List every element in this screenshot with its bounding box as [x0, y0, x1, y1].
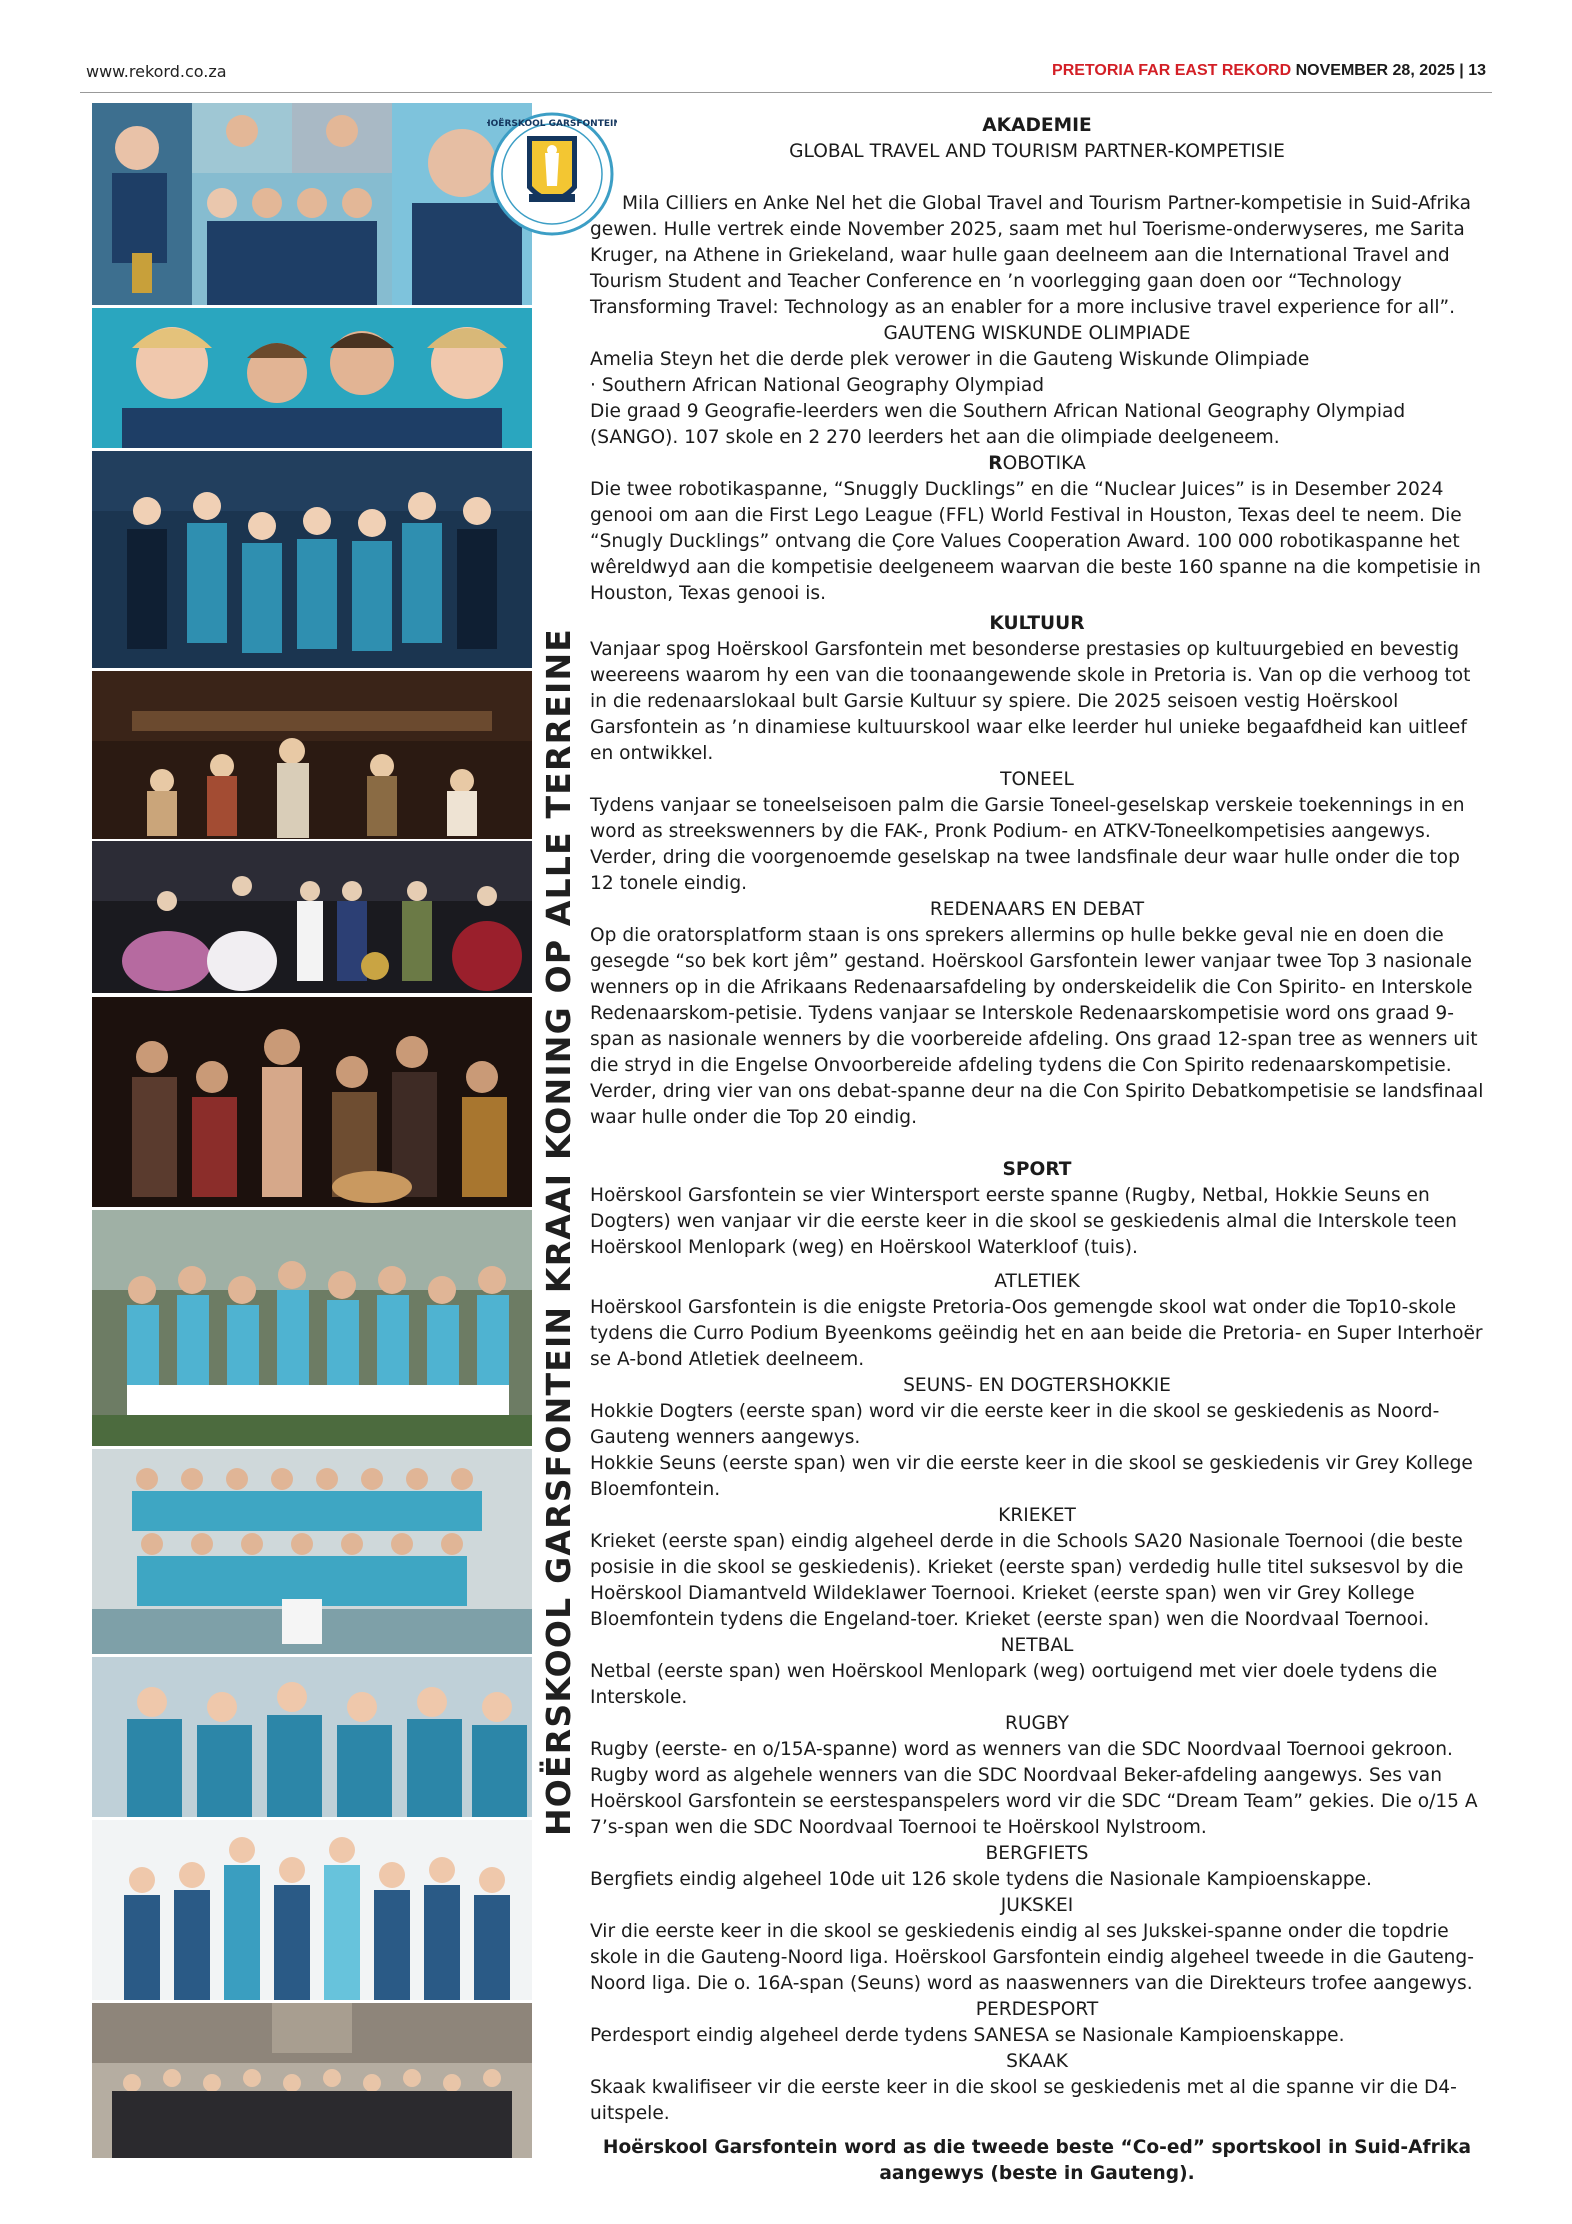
- subheading-redenaars: REDENAARS EN DEBAT: [929, 899, 1145, 920]
- para-rugby: Rugby (eerste- en o/15A-spanne) word as wenners van die SDC Noordvaal Toernooi gekroon. Rugby word as algehele wenners van die SDC Noordvaal Beker-afdeling aangewys. Ses van Hoërskool Garsfontein se eerstespanspelers word vir die SDC “Dream Team” gekies. Die o/15 A 7’s-span wen die SDC Noordvaal Toernooi te Hoërskool Nylstroom.: [590, 1739, 1478, 1838]
- photo-students: [92, 308, 532, 448]
- paper-name: PRETORIA FAR EAST REKORD: [1052, 62, 1292, 79]
- heading-sport: SPORT: [1002, 1159, 1072, 1180]
- subheading-travel: GLOBAL TRAVEL AND TOURISM PARTNER-KOMPETISIE: [789, 141, 1285, 162]
- photo-rugby-team: [92, 1210, 532, 1446]
- photo-stage-costumes: [92, 841, 532, 993]
- photo-tour-group: [92, 2003, 532, 2158]
- para-netbal: Netbal (eerste span) wen Hoërskool Menlopark (weg) oortuigend met vier doele tydens die Interskole.: [590, 1661, 1438, 1708]
- para-robotika: Die twee robotikaspanne, “Snuggly Ducklings” en die “Nuclear Juices” is in Desember 2024 genooi om aan die First Lego League (FFL) World Festival in Houston, Texas deel te neem. Die “Snugly Ducklings” ontvang die Çore Values Cooperation Award. 100 000 robotikaspanne het wêreldwyd aan die kompetisie deelgeneem waarvan die beste 160 spanne na die kompetisie in Houston, Texas genooi is.: [590, 479, 1481, 604]
- para-hokkie-2: Hokkie Seuns (eerste span) wen vir die eerste keer in die skool se geskiedenis vir Grey Kollege Bloemfontein.: [590, 1453, 1473, 1500]
- subheading-bergfiets: BERGFIETS: [985, 1843, 1089, 1864]
- subheading-hokkie: SEUNS- EN DOGTERSHOKKIE: [903, 1375, 1171, 1396]
- photo-musical: [92, 997, 532, 1207]
- photo-sports-players: [92, 1820, 532, 2000]
- para-travel: Mila Cilliers en Anke Nel het die Global Travel and Tourism Partner-kompetisie in Suid-Afrika gewen. Hulle vertrek einde November 2025, saam met hul Toerisme-onderwyseres, me Sarita Kruger, na Athene in Griekeland, waar hulle gaan deelneem aan die International Travel and Tourism Student and Teacher Conference en ’n voorlegging gaan doen oor “Technology Transforming Travel: Technology as an enabler for a more inclusive travel experience for all”.: [590, 193, 1471, 318]
- para-redenaars: Op die oratorsplatform staan is ons sprekers allermins op hulle bekke geval nie en doen die gesegde “so bek kort jêm” gestand. Hoërskool Garsfontein lewer vanjaar twee Top 3 nasionale wenners op in die Afrikaans Redenaarsafdeling by onderskeidelik die Con Spirito- en Interskole Redenaarskom-petisie. Tydens vanjaar se Interskole Redenaarskompetisie word ons graad 9-span as nasionale wenners by die voorbereide afdeling. Ons graad 12-span tree as wenners uit die stryd in die Engelse Onvoorbereide afdeling tydens die Con Spirito redenaarskompetisie. Verder, dring vier van ons debat-spanne deur na die Con Spirito Debatkompetisie se landsfinaal waar hulle onder die Top 20 eindig.: [590, 925, 1484, 1128]
- site-url[interactable]: www.rekord.co.za: [86, 62, 227, 81]
- vertical-banner: [538, 440, 578, 2025]
- para-krieket: Krieket (eerste span) eindig algeheel derde in die Schools SA20 Nasionale Toernooi (die beste posisie in die skool se geskiedenis). Krieket (eerste span) verdedig hulle titel suksesvol by die Hoërskool Diamantveld Wildeklawer Toernooi. Krieket (eerste span) wen vir Grey Kollege Bloemfontein tydens die Engeland-toer. Krieket (eerste span) wen die Noordvaal Toernooi.: [590, 1531, 1464, 1630]
- subheading-atletiek: ATLETIEK: [994, 1271, 1080, 1292]
- photo-award-group: [92, 451, 532, 668]
- para-atletiek: Hoërskool Garsfontein is die enigste Pretoria-Oos gemengde skool wat onder die Top10-skole tydens die Curro Podium Byeenkoms geëindig het en aan beide die Pretoria- en Super Interhoër se A-bond Atletiek deelneem.: [590, 1297, 1483, 1370]
- para-wiskunde-1: Amelia Steyn het die derde plek verower in die Gauteng Wiskunde Olimpiade: [590, 349, 1310, 370]
- heading-kultuur: KULTUUR: [989, 613, 1085, 634]
- photo-netball-team: [92, 1657, 532, 1817]
- para-perdesport: Perdesport eindig algeheel derde tydens SANESA se Nasionale Kampioenskappe.: [590, 2025, 1345, 2046]
- subheading-wiskunde: GAUTENG WISKUNDE OLIMPIADE: [883, 323, 1191, 344]
- separator: |: [1459, 62, 1464, 79]
- para-wiskunde-2: · Southern African National Geography Olympiad: [590, 375, 1045, 396]
- page-number: 13: [1468, 62, 1486, 79]
- para-bergfiets: Bergfiets eindig algeheel 10de uit 126 skole tydens die Nasionale Kampioenskappe.: [590, 1869, 1372, 1890]
- banner-title: HOËRSKOOL GARSFONTEIN KRAAI KONING OP ALLE TERREINE: [538, 628, 578, 1837]
- para-wiskunde-3: Die graad 9 Geografie-leerders wen die Southern African National Geography Olympiad (SANGO). 107 skole en 2 270 leerders het aan die olimpiade deelgeneem.: [590, 401, 1406, 448]
- subheading-krieket: KRIEKET: [998, 1505, 1076, 1526]
- closing-statement: Hoërskool Garsfontein word as die tweede beste “Co-ed” sportskool in Suid-Afrika aangewys (beste in Gauteng).: [602, 2137, 1472, 2184]
- subheading-toneel: TONEEL: [1000, 769, 1074, 790]
- para-jukskei: Vir die eerste keer in die skool se geskiedenis eindig al ses Jukskei-spanne onder die topdrie skole in die Gauteng-Noord liga. Hoërskool Garsfontein eindig algeheel tweede in die Gauteng-Noord liga. Die o. 16A-span (Seuns) word as naaswenners van die Direkteurs trofee aangewys.: [590, 1921, 1474, 1994]
- subheading-rugby: RUGBY: [1004, 1713, 1070, 1734]
- crest-text: HOËRSKOOL GARSFONTEIN: [487, 119, 617, 129]
- subheading-jukskei: JUKSKEI: [1000, 1895, 1074, 1916]
- robotika-rest: OBOTIKA: [1002, 453, 1086, 474]
- subheading-perdesport: PERDESPORT: [975, 1999, 1099, 2020]
- photo-cricket-team: [92, 1449, 532, 1654]
- heading-akademie: AKADEMIE: [982, 115, 1092, 136]
- para-kultuur: Vanjaar spog Hoërskool Garsfontein met besonderse prestasies op kultuurgebied en bevestig weereens waarom hy een van die toonaangewende skole in Pretoria is. Van op die verhoog tot in die redenaarslokaal bult Garsie Kultuur sy spiere. Die 2025 seisoen vestig Hoërskool Garsfontein as ’n dinamiese kultuurskool waar elke leerder hul unieke begaafdheid kan uitleef en ontwikkel.: [590, 639, 1471, 764]
- article-body: [590, 113, 1484, 2187]
- photo-theatre: [92, 671, 532, 839]
- subheading-skaak: SKAAK: [1006, 2051, 1068, 2072]
- issue-date: NOVEMBER 28, 2025: [1295, 62, 1455, 79]
- masthead: [1052, 62, 1486, 80]
- photo-collage: [92, 103, 532, 2158]
- subheading-netbal: NETBAL: [1000, 1635, 1074, 1656]
- para-sport: Hoërskool Garsfontein se vier Wintersport eerste spanne (Rugby, Netbal, Hokkie Seuns en Dogters) wen vanjaar vir die eerste keer in die skool se geskiedenis almal die Interskole teen Hoërskool Menlopark (weg) en Hoërskool Waterkloof (tuis).: [590, 1185, 1457, 1258]
- para-skaak: Skaak kwalifiseer vir die eerste keer in die skool se geskiedenis met al die spanne vir die D4-uitspele.: [590, 2077, 1457, 2124]
- subheading-robotika: [590, 451, 1484, 477]
- photo-academics: [92, 103, 532, 305]
- robotika-initial: R: [988, 453, 1003, 474]
- header-divider: [80, 92, 1492, 93]
- para-toneel: Tydens vanjaar se toneelseisoen palm die Garsie Toneel-geselskap verskeie toekennings in en word as streekswenners by die FAK-, Pronk Podium- en ATKV-Toneelkompetisies aangewys. Verder, dring die voorgenoemde geselskap na twee landsfinale deur waar hulle onder die top 12 tonele eindig.: [590, 795, 1465, 894]
- para-hokkie-1: Hokkie Dogters (eerste span) word vir die eerste keer in die skool se geskiedenis as Noord-Gauteng wenners aangewys.: [590, 1401, 1440, 1448]
